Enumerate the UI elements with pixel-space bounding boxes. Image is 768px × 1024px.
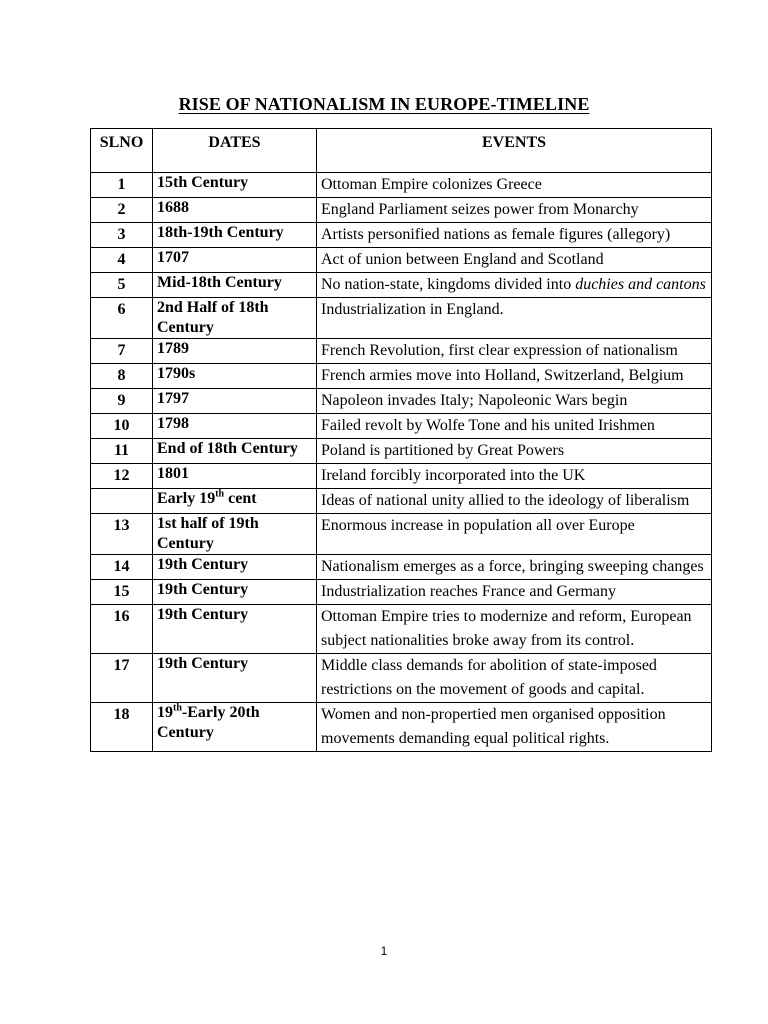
row-date: 1797 [153,389,317,414]
row-event: Ideas of national unity allied to the ideology of liberalism [317,489,712,514]
row-slno: 18 [91,703,153,752]
row-date: 15th Century [153,173,317,198]
row-date-superscript: th [215,488,225,500]
table-row [91,173,712,198]
table-header-row [91,129,712,173]
row-date: End of 18th Century [153,439,317,464]
row-date-text: 19 [157,704,173,721]
row-date-suffix: -Early 20th Century [157,704,260,741]
row-date: 19th Century [153,605,317,654]
row-event: Middle class demands for abolition of state-imposed restrictions on the movement of goods and capital. [317,654,712,703]
row-slno: 4 [91,248,153,273]
row-event: Ottoman Empire tries to modernize and reform, European subject nationalities broke away from its control. [317,605,712,654]
row-date: 1789 [153,339,317,364]
row-slno: 1 [91,173,153,198]
row-slno: 3 [91,223,153,248]
row-date: 1790s [153,364,317,389]
row-event: Nationalism emerges as a force, bringing sweeping changes [317,555,712,580]
table-row [91,198,712,223]
row-slno: 16 [91,605,153,654]
row-date: 19th Century [153,654,317,703]
column-header-events: EVENTS [317,129,712,173]
row-slno: 17 [91,654,153,703]
row-event: French armies move into Holland, Switzerland, Belgium [317,364,712,389]
row-event: Napoleon invades Italy; Napoleonic Wars begin [317,389,712,414]
column-header-dates: DATES [153,129,317,173]
row-event: Enormous increase in population all over Europe [317,514,712,555]
table-row [91,489,712,514]
table-row [91,389,712,414]
row-slno: 7 [91,339,153,364]
column-header-slno: SLNO [91,129,153,173]
timeline-table [90,128,712,752]
row-slno: 9 [91,389,153,414]
row-slno: 10 [91,414,153,439]
table-row [91,339,712,364]
row-event: Industrialization in England. [317,298,712,339]
row-slno: 8 [91,364,153,389]
row-event-italic: duchies and cantons [575,276,706,293]
row-date-text: Early 19 [157,490,216,507]
table-row [91,464,712,489]
table-row [91,654,712,703]
table-row [91,298,712,339]
row-event: Artists personified nations as female figures (allegory) [317,223,712,248]
table-row [91,414,712,439]
table-row [91,364,712,389]
table-row [91,248,712,273]
table-row [91,555,712,580]
table-row [91,273,712,298]
row-date-suffix: cent [224,490,257,507]
row-event: Industrialization reaches France and Germany [317,580,712,605]
row-date [153,489,317,514]
table-row [91,439,712,464]
row-event: Act of union between England and Scotland [317,248,712,273]
row-event: French Revolution, first clear expression of nationalism [317,339,712,364]
table-row [91,605,712,654]
row-event-text: No nation-state, kingdoms divided into [321,276,576,293]
row-slno: 14 [91,555,153,580]
row-event: Poland is partitioned by Great Powers [317,439,712,464]
row-slno [91,489,153,514]
row-date: 1801 [153,464,317,489]
row-event: Women and non-propertied men organised opposition movements demanding equal political rights. [317,703,712,752]
row-date: 19th Century [153,580,317,605]
row-slno: 13 [91,514,153,555]
page-title: RISE OF NATIONALISM IN EUROPE-TIMELINE [178,94,590,114]
row-slno: 2 [91,198,153,223]
row-date: 1st half of 19th Century [153,514,317,555]
row-event: Ireland forcibly incorporated into the UK [317,464,712,489]
row-date: 1707 [153,248,317,273]
table-row [91,703,712,752]
row-slno: 11 [91,439,153,464]
table-row [91,580,712,605]
row-event: Failed revolt by Wolfe Tone and his united Irishmen [317,414,712,439]
row-date-superscript: th [173,702,182,714]
page-number: 1 [380,944,388,958]
row-date: 18th-19th Century [153,223,317,248]
row-event: Ottoman Empire colonizes Greece [317,173,712,198]
row-slno: 12 [91,464,153,489]
row-slno: 15 [91,580,153,605]
row-date: 1688 [153,198,317,223]
row-date: 2nd Half of 18th Century [153,298,317,339]
row-date: 1798 [153,414,317,439]
row-date [153,703,317,752]
table-row [91,223,712,248]
row-slno: 6 [91,298,153,339]
row-date: 19th Century [153,555,317,580]
row-event [317,273,712,298]
row-slno: 5 [91,273,153,298]
row-event: England Parliament seizes power from Monarchy [317,198,712,223]
table-row [91,514,712,555]
row-date: Mid-18th Century [153,273,317,298]
